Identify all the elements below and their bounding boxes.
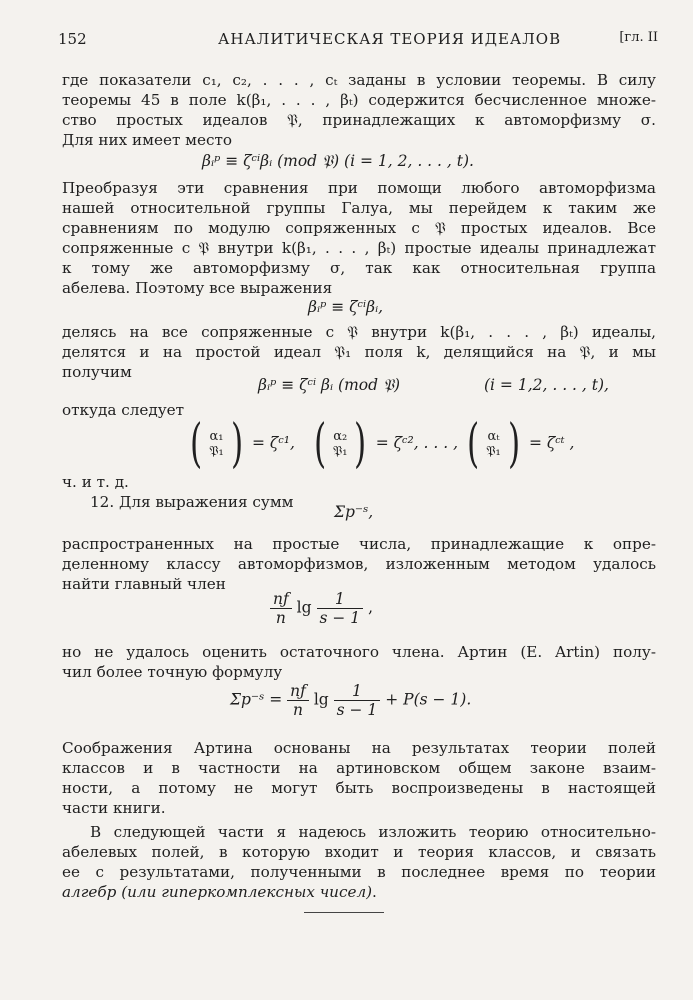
text-line: где показатели c₁, c₂, . . . , cₜ заданы в условии теоремы. В силу — [62, 71, 656, 89]
text-line: алгебр (или гиперкомплексных чисел). — [62, 883, 377, 901]
text-line: ности, а потому не могут быть воспроизведены в настоящей — [62, 779, 656, 797]
text-line: Для них имеет место — [62, 131, 233, 149]
equation-symbols — [186, 414, 575, 478]
text-line: абелевых полей, в которую входит и теория классов, и связать — [62, 843, 656, 861]
text-line: найти главный член — [62, 575, 226, 593]
text-line: части книги. — [62, 799, 166, 817]
text-line: теоремы 45 в поле k(β₁, . . . , βₜ) содержится бесчисленное множе- — [62, 91, 656, 109]
text-line: сравнениям по модулю сопряженных с 𝔓 простых идеалов. Все — [62, 219, 656, 237]
equation-congruence-2: βᵢᵖ ≡ ζᶜⁱ βᵢ (mod 𝔓) — [258, 376, 401, 394]
text-line: к тому же автоморфизму σ, так как относительная группа — [62, 259, 656, 277]
italic-phrase: алгебр (или гиперкомплексных чисел) — [62, 883, 373, 901]
text-line: ее с результатами, полученными в последнее время по теории — [62, 863, 656, 881]
equation-congruence: βᵢᵖ ≡ ζᶜⁱβᵢ (mod 𝔓) (i = 1, 2, . . . , t). — [202, 152, 474, 170]
text-line: распространенных на простые числа, принадлежащие к опре- — [62, 535, 656, 553]
running-header — [58, 30, 658, 54]
text-line: откуда следует — [62, 401, 185, 419]
equation-main-term: $\frac{nƒ}{n}$ lg $\frac{1}{s - 1}$ , — [270, 590, 373, 627]
equation-range: (i = 1,2, . . . , t), — [484, 376, 609, 394]
text-line: деленному классу автоморфизмов, изложенным методом удалось — [62, 555, 656, 573]
symbol-1-value: = ζᶜ¹, — [252, 434, 295, 452]
text-line: Соображения Артина основаны на результатах теории полей — [62, 739, 656, 757]
symbol-2-value: = ζᶜ², . . . , — [375, 434, 459, 452]
text-line: чил более точную формулу — [62, 663, 283, 681]
page-number: 152 — [58, 30, 87, 48]
text-line: ство простых идеалов 𝔓, принадлежащих к автоморфизму σ. — [62, 111, 656, 129]
end-rule — [304, 912, 384, 913]
symbol-3-value: = ζᶜᵗ , — [528, 434, 575, 452]
text-line: нашей относительной группы Галуа, мы перейдем к таким же — [62, 199, 656, 217]
running-title: АНАЛИТИЧЕСКАЯ ТЕОРИЯ ИДЕАЛОВ — [218, 30, 562, 48]
text-line: получим — [62, 363, 132, 381]
text-line: делясь на все сопряженные с 𝔓 внутри k(β₁, . . . , βₜ) идеалы, — [62, 323, 656, 341]
symbol-1: ( α₁ 𝔓₁ ) — [190, 414, 244, 474]
text-line: но не удалось оценить остаточного члена. Артин (E. Artin) полу- — [62, 643, 656, 661]
text-line: Преобразуя эти сравнения при помощи любого автоморфизма — [62, 179, 656, 197]
text-line: ч. и т. д. — [62, 473, 129, 491]
equation-expression: βᵢᵖ ≡ ζᶜⁱβᵢ, — [308, 298, 384, 316]
symbol-3: ( αₜ 𝔓₁ ) — [467, 414, 520, 474]
text-line: классов и в частности на артиновском общем законе взаим- — [62, 759, 656, 777]
section-start: 12. Для выражения сумм — [90, 493, 294, 511]
text-line: делятся и на простой идеал 𝔓₁ поля k, делящийся на 𝔓, и мы — [62, 343, 656, 361]
chapter-ref: [гл. II — [619, 30, 658, 45]
text-line: сопряженные с 𝔓 внутри k(β₁, . . . , βₜ) простые идеалы принадлежат — [62, 239, 656, 257]
symbol-2: ( α₂ 𝔓₁ ) — [313, 414, 367, 474]
equation-sum: Σp⁻ˢ, — [334, 503, 374, 521]
equation-artin: Σp⁻ˢ = $\frac{nƒ}{n}$ lg $\frac{1}{s - 1}$ + P(s − 1). — [230, 682, 472, 719]
text-line: В следующей части я надеюсь изложить теорию относительно- — [90, 823, 656, 841]
text-line: абелева. Поэтому все выражения — [62, 279, 333, 297]
